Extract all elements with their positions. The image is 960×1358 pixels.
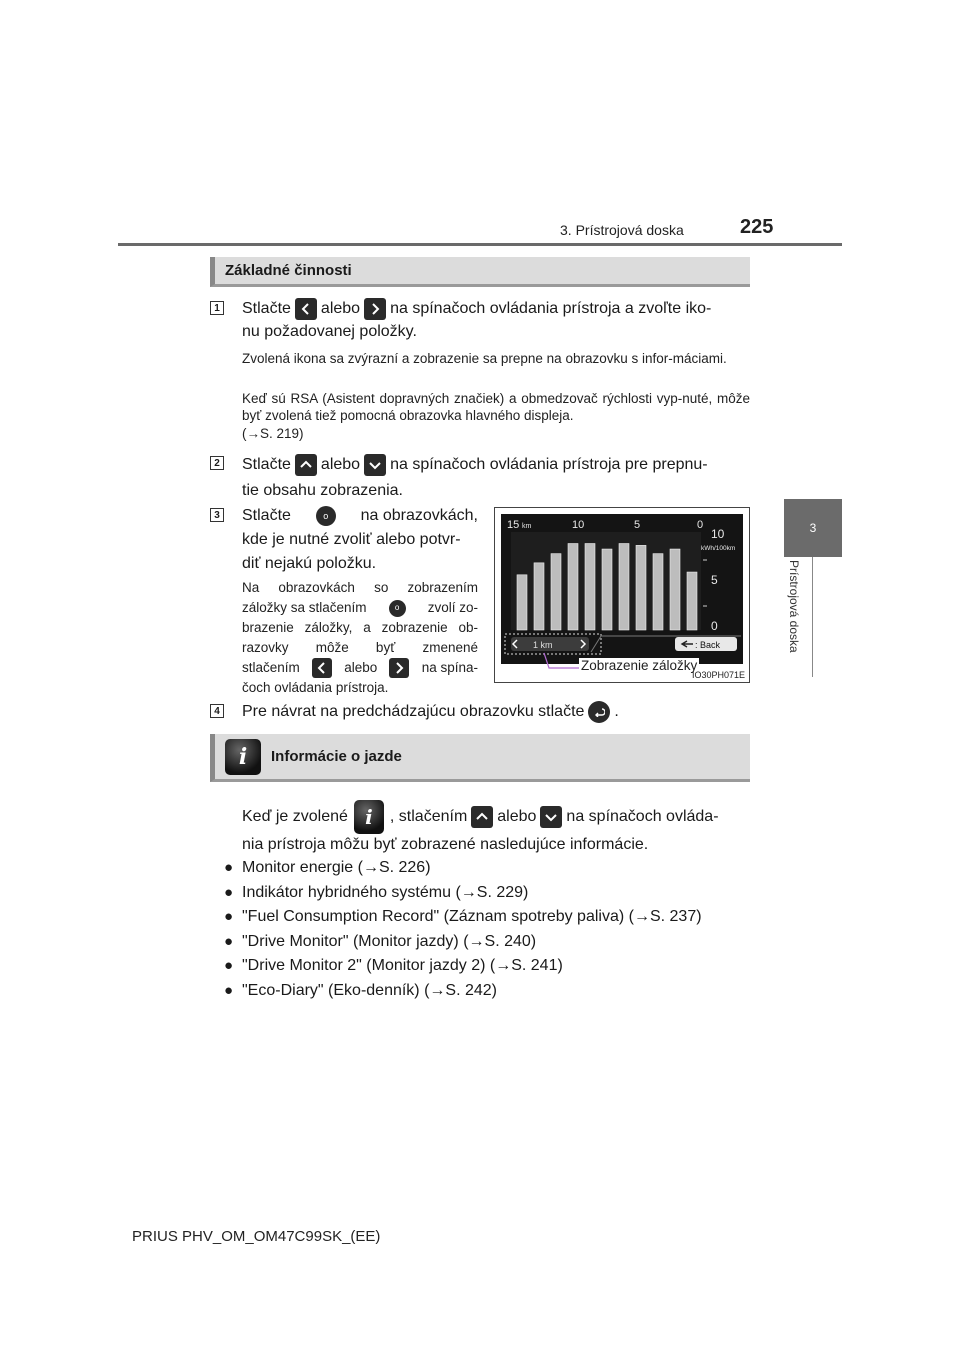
energy-bar: [619, 544, 629, 630]
bullet-icon: ●: [224, 957, 234, 974]
top-tick-km: km: [522, 523, 532, 530]
ok-button-icon: o: [389, 600, 406, 617]
energy-bar: [551, 554, 561, 630]
right-tick-10: 10: [711, 527, 725, 541]
back-arrow-icon: [588, 701, 610, 723]
step-1-note3: (→S. 219): [242, 426, 304, 441]
step-text: alebo: [320, 456, 361, 473]
step-text: na spínačoch ovládania prístroja pre prepnu-: [390, 456, 708, 473]
section-header-title: Základné činnosti: [225, 262, 352, 279]
list-item: [224, 856, 754, 881]
info-text: alebo: [497, 808, 537, 826]
right-tick-5: 5: [711, 573, 718, 587]
chevron-down-icon: [364, 454, 386, 476]
info-icon: i: [354, 800, 384, 834]
bullet-icon: ●: [224, 932, 234, 950]
step-badge-3: 3: [210, 508, 224, 522]
chevron-up-icon: [295, 454, 317, 476]
chapter-tab-rule: [812, 557, 813, 677]
step-3-text: [242, 504, 478, 576]
step-text: .: [614, 703, 619, 720]
bullet-icon: ●: [224, 859, 234, 876]
info-text: Keď je zvolené: [242, 808, 348, 826]
list-item-text: "Eco-Diary" (Eko-denník) (→S. 242): [242, 981, 497, 999]
ok-button-icon: o: [316, 506, 336, 526]
list-item-text: Monitor energie (→S. 226): [242, 859, 431, 876]
step-note-text: zvolí zo-: [427, 600, 478, 615]
step-text: nu požadovanej položky.: [242, 323, 417, 340]
chapter-tab: 3: [784, 499, 842, 557]
step-note-line: Na obrazovkách so zobrazením: [242, 580, 478, 595]
energy-bar: [534, 563, 544, 630]
callout-line: [535, 648, 585, 674]
step-note-line: brazenie záložky, a zobrazenie ob-: [242, 620, 478, 635]
display-figure: [494, 507, 750, 683]
step-note-text: stlačením: [242, 660, 300, 675]
step-4-text: [242, 700, 750, 723]
bullet-icon: ●: [224, 883, 234, 901]
back-text: : Back: [695, 640, 721, 650]
step-1-note2: Keď sú RSA (Asistent dopravných značiek) a obmedzovač rýchlosti vyp-nuté, môže byť zvolená tiež pomocná obrazovka hlavného displeja.: [242, 391, 750, 423]
list-item: [224, 954, 754, 979]
energy-bar: [585, 544, 595, 630]
chevron-left-icon: [312, 658, 332, 678]
energy-bar: [568, 544, 578, 630]
info-intro: [242, 800, 750, 834]
unit-label: kWh/100km: [701, 545, 736, 552]
list-item-text: "Drive Monitor" (Monitor jazdy) (→S. 240): [242, 932, 537, 950]
page-number: 225: [740, 216, 774, 238]
tab-text: 1 km: [533, 640, 553, 650]
info-icon: i: [225, 739, 261, 775]
step-text: na obrazovkách,: [360, 507, 478, 524]
step-badge-4: 4: [210, 704, 224, 718]
footer-doc-code: PRIUS PHV_OM_OM47C99SK_(EE): [132, 1228, 381, 1245]
top-tick-15: 15: [507, 519, 520, 531]
info-intro-2: nia prístroja môžu byť zobrazené nasledujúce informácie.: [242, 836, 649, 853]
step-text: tie obsahu zobrazenia.: [242, 482, 403, 499]
list-item-text: Indikátor hybridného systému (→S. 229): [242, 883, 529, 901]
energy-bar: [687, 572, 697, 630]
figure-code: IO30PH071E: [691, 670, 745, 680]
section-header-title: Informácie o jazde: [271, 748, 402, 765]
step-note-text: na spína-: [421, 660, 478, 675]
step-note-line: čoch ovládania prístroja.: [242, 680, 389, 695]
energy-bar: [636, 545, 646, 630]
chevron-down-icon: [540, 806, 562, 828]
bullet-icon: ●: [224, 981, 234, 999]
list-item-text: "Fuel Consumption Record" (Záznam spotreby paliva) (→S. 237): [242, 908, 702, 925]
chevron-right-icon: [364, 298, 386, 320]
energy-graph: [501, 514, 743, 664]
step-text: kde je nutné zvoliť alebo potvr-: [242, 531, 461, 548]
step-text: Stlačte: [242, 456, 291, 473]
step-1-note1: Zvolená ikona sa zvýrazní a zobrazenie sa prepne na obrazovku s infor-máciami.: [242, 351, 727, 366]
list-item: [224, 881, 754, 906]
info-text: na spínačoch ovláda-: [566, 808, 719, 826]
step-text: na spínačoch ovládania prístroja a zvoľte iko-: [390, 300, 712, 317]
figure-label: Zobrazenie záložky: [581, 658, 698, 673]
display-screen: [501, 514, 743, 664]
energy-bar: [670, 549, 680, 630]
list-item: [224, 930, 754, 955]
top-tick-0: 0: [697, 519, 704, 531]
list-item: [224, 979, 754, 1004]
right-tick-0: 0: [711, 619, 718, 633]
info-text: , stlačením: [389, 808, 468, 826]
step-2-text: [242, 452, 750, 504]
chevron-up-icon: [471, 806, 493, 828]
top-tick-5: 5: [634, 519, 641, 531]
energy-bar: [653, 554, 663, 630]
step-note-text: záložky sa stlačením: [242, 600, 367, 615]
step-3-note: [242, 578, 478, 698]
list-item-text: "Drive Monitor 2" (Monitor jazdy 2) (→S. 241): [242, 957, 563, 974]
energy-bar: [602, 549, 612, 630]
chevron-left-icon: [295, 298, 317, 320]
top-tick-10: 10: [572, 519, 585, 531]
step-badge-2: 2: [210, 456, 224, 470]
step-text: Pre návrat na predchádzajúcu obrazovku stlačte: [242, 703, 585, 720]
bullet-icon: ●: [224, 908, 234, 925]
step-text: Stlačte: [242, 300, 291, 317]
header-rule: [118, 243, 842, 246]
chapter-tab-label: Prístrojová doska: [787, 560, 801, 653]
chevron-right-icon: [389, 658, 409, 678]
step-text: Stlačte: [242, 507, 291, 524]
list-item: [224, 905, 754, 930]
step-text: diť nejakú položku.: [242, 555, 377, 572]
step-note-line: razovky môže byť zmenené: [242, 640, 478, 655]
info-list: [224, 856, 754, 1003]
step-note-text: alebo: [344, 660, 378, 675]
energy-bar: [517, 575, 527, 630]
section-header-driving-info: [210, 734, 750, 782]
section-header-basic: [210, 257, 750, 287]
step-text: alebo: [320, 300, 361, 317]
step-1-text: [242, 297, 750, 343]
section-title: 3. Prístrojová doska: [560, 222, 684, 238]
step-badge-1: 1: [210, 301, 224, 315]
